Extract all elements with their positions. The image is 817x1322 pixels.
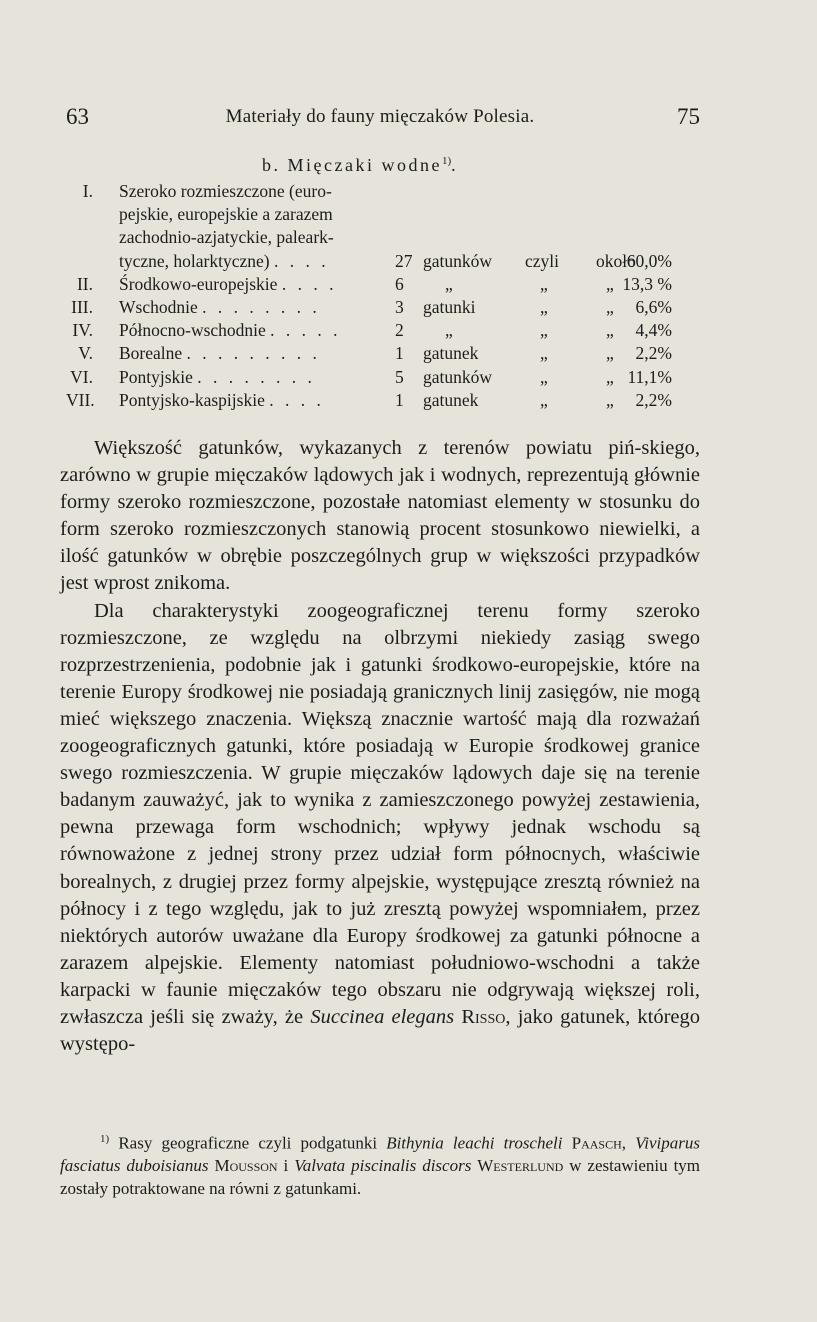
row-name-line: Szeroko rozmieszczone (euro- [119, 181, 332, 201]
footnote-plain: i [283, 1156, 289, 1176]
row-name-text: Wschodnie [119, 296, 198, 317]
approx-word [596, 319, 614, 342]
percentage: 60,0% [626, 250, 672, 271]
row-number: I. [82, 181, 93, 201]
row-number: VII. [66, 389, 95, 410]
table-row-continuation [66, 226, 686, 249]
section-title-period: . [451, 155, 459, 175]
row-number: V. [78, 343, 93, 364]
footnote-ref: 1) [441, 155, 452, 167]
species-count: 3 [395, 296, 404, 317]
row-name [119, 296, 320, 319]
footnote-plain: Rasy geograficzne czyli podgatunki [118, 1133, 378, 1153]
species-count: 1 [395, 343, 404, 364]
species-distribution-table [66, 180, 686, 412]
ditto-mark: „ [540, 320, 548, 341]
main-text [60, 435, 700, 1058]
row-name-text: Północno-wschodnie [119, 320, 266, 341]
qualifier [525, 366, 548, 389]
table-row [66, 180, 686, 203]
table-row-continuation [66, 250, 686, 273]
footnote-marker: 1) [100, 1133, 110, 1145]
ditto-mark: „ [606, 320, 614, 341]
author-name: Westerlund [477, 1156, 564, 1176]
species-name: Bithynia leachi troscheli [386, 1133, 563, 1153]
species-name: Viviparus fasciatus duboisianus [60, 1133, 700, 1176]
footnote-plain: w zestawieniu tym zostały potraktowane na równi z gatunkami. [60, 1156, 701, 1198]
approx-word [596, 273, 614, 296]
author-name: Risso [461, 1005, 506, 1028]
percentage: 6,6% [635, 296, 672, 317]
footnote-plain: , [621, 1133, 626, 1153]
row-name [119, 366, 315, 389]
approx-word [596, 342, 614, 365]
row-name [119, 342, 320, 365]
count-unit: gatunek [423, 343, 479, 364]
ditto-mark: „ [606, 273, 614, 294]
qualifier [525, 389, 548, 412]
running-header [60, 104, 700, 134]
row-name-text: Pontyjsko-kaspijskie [119, 389, 265, 410]
paragraph-text: , jako gatunek, którego występo- [60, 1005, 701, 1056]
leader-dots: . . . . . . . . [202, 296, 321, 317]
count-unit: gatunków [423, 366, 493, 387]
header-left-number: 63 [66, 104, 89, 129]
ditto-mark: „ [540, 389, 548, 410]
ditto-mark: „ [540, 296, 548, 317]
row-number: II. [76, 273, 93, 294]
leader-dots: . . . . [274, 250, 330, 271]
qualifier [525, 273, 548, 296]
table-row [66, 319, 686, 342]
row-name [119, 273, 337, 296]
qualifier: czyli [525, 250, 560, 271]
ditto-mark: „ [540, 273, 548, 294]
table-row [66, 296, 686, 319]
leader-dots: . . . . [281, 273, 337, 294]
author-name: Mousson [214, 1156, 278, 1176]
row-name-text: tyczne, holarktyczne) [119, 250, 270, 271]
table-row [66, 342, 686, 365]
leader-dots: . . . . . . . . [197, 366, 316, 387]
row-name-text: Środkowo-europejskie [119, 273, 278, 294]
ditto-mark: „ [540, 366, 548, 387]
ditto-mark: „ [606, 366, 614, 387]
paragraph: Większość gatunków, wykazanych z terenów powiatu piń-skiego, zarówno w grupie mięczaków lądowych jak i wodnych, reprezentują głównie formy szeroko rozmieszczone, pozostałe natomiast elementy w stosunku do form szeroko rozmieszczonych stanowią procent stosunkowo niewielki, a ilość gatunków w obrębie poszczególnych grup w większości przypadków jest wprost znikoma. [60, 437, 700, 595]
species-count: 1 [395, 389, 404, 410]
table-row [66, 273, 686, 296]
approx-word [596, 366, 614, 389]
row-name-line [119, 250, 329, 273]
count-unit: gatunek [423, 389, 479, 410]
count-unit: gatunki [423, 296, 476, 317]
paragraph [60, 598, 700, 1059]
section-title [262, 155, 458, 176]
ditto-mark: „ [606, 296, 614, 317]
percentage: 2,2% [635, 343, 672, 364]
qualifier [525, 342, 548, 365]
count-unit [423, 273, 453, 296]
header-title: Materiały do fauny mięczaków Polesia. [225, 106, 535, 127]
qualifier [525, 296, 548, 319]
percentage: 11,1% [627, 366, 672, 387]
table-row [66, 389, 686, 412]
species-name: Valvata piscinalis discors [294, 1156, 472, 1176]
row-name [119, 389, 324, 412]
ditto-mark: „ [606, 389, 614, 410]
row-number: III. [71, 296, 93, 317]
qualifier [525, 319, 548, 342]
ditto-mark: „ [540, 343, 548, 364]
row-name-line: pejskie, europejskie a zarazem [119, 204, 333, 225]
percentage: 2,2% [635, 389, 672, 410]
ditto-mark: „ [445, 320, 453, 341]
row-name-text: Borealne [119, 343, 183, 364]
percentage: 13,3 % [622, 273, 672, 294]
table-row [66, 366, 686, 389]
ditto-mark: „ [445, 273, 453, 294]
section-title-text: b. Mięczaki wodne [262, 155, 442, 175]
row-name [119, 319, 341, 342]
species-name: Succinea elegans [310, 1005, 455, 1028]
paragraph-text: Dla charakterystyki zoogeograficznej terenu formy szeroko rozmieszczone, ze względu na olbrzymi niekiedy zasiąg swego rozprzestrzenienia, podobnie jak i gatunki środkowo-europejskie, które na terenie Europy środkowej nie posiadają granicznych linij zasięgów, nie mogą mieć większego znaczenia. Większą znacznie wartość mają dla rozważań zoogeograficznych gatunki, które posiadają w Europie środkowej granice swego rozmieszczenia. W grupie mięczaków lądowych daje się na terenie badanym zauważyć, jak to wynika z zamieszczonego powyżej zestawienia, pewna przewaga form wschodnich; wpływy jednak wschodu są równoważone z jednej strony przez udział form północnych, właściwie borealnych, z drugiej przez formy alpejskie, występujące zresztą również na północy i z tego względu, jak to już zresztą powyżej wspomniałem, przez niektórych autorów uważane dla Europy środkowej za gatunki północne a zarazem alpejskie. Elementy natomiast południowo-wschodni a także karpacki w faunie mięczaków tego obszaru nie odgrywają większej roli, zwłaszcza jeśli się zważy, że [60, 599, 700, 1028]
percentage: 4,4% [635, 320, 672, 341]
approx-word [596, 389, 614, 412]
author-name: Paasch [571, 1133, 622, 1153]
count-unit [423, 319, 453, 342]
row-number: VI. [70, 366, 93, 387]
ditto-mark: „ [606, 343, 614, 364]
leader-dots: . . . . . . . . . [186, 343, 321, 364]
row-name-line: zachodnio-azjatyckie, paleark- [119, 227, 334, 248]
table-row-continuation [66, 203, 686, 226]
leader-dots: . . . . . [270, 320, 342, 341]
approx-word [596, 296, 614, 319]
leader-dots: . . . . [269, 389, 325, 410]
species-count: 27 [395, 250, 413, 271]
approx-word: około [596, 250, 636, 271]
species-count: 6 [395, 273, 404, 294]
footnote-text [60, 1128, 700, 1200]
footnote [60, 1128, 700, 1200]
row-number: IV. [72, 320, 93, 341]
count-unit: gatunków [423, 250, 493, 271]
species-count: 2 [395, 320, 404, 341]
page-number: 75 [677, 104, 700, 129]
species-count: 5 [395, 366, 404, 387]
row-name-text: Pontyjskie [119, 366, 193, 387]
